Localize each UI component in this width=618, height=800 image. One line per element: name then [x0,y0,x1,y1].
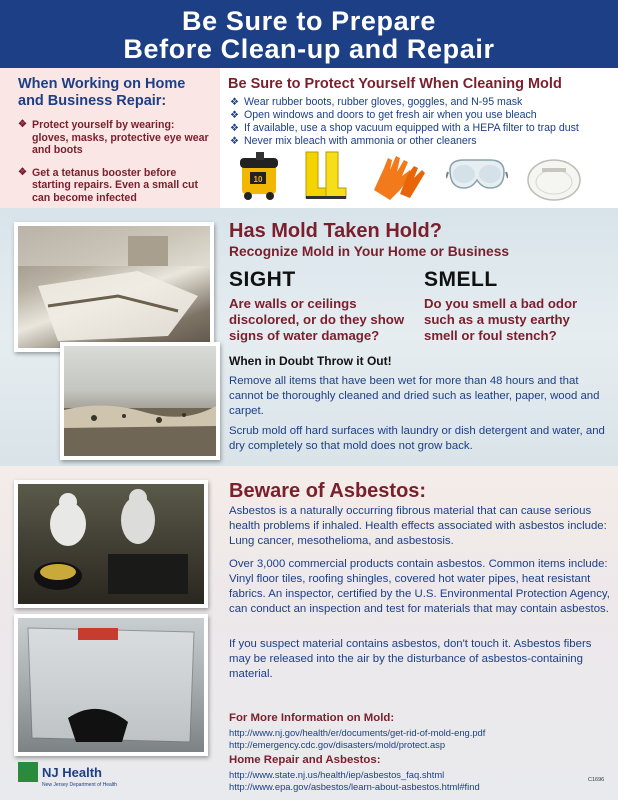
repair-heading: When Working on Home and Business Repair: [18,76,186,109]
diamond-bullet-icon: ❖ [18,166,27,178]
nj-health-logo-icon [18,762,130,788]
smell-title: SMELL [424,268,498,291]
protect-panel [228,76,613,148]
asbestos-paragraph-3: If you suspect material contains asbestos, don't touch it. Asbestos fibers may be released into the air by the disturbance of asbestos-containing material. [229,638,592,680]
n95-mask-icon [524,150,584,202]
asbestos-paragraph-1: Asbestos is a naturally occurring fibrous material that can cause serious health problems if inhaled. Health effects associated with asbestos include: Lung cancer, mesothelioma, and asbestosis. [229,505,607,547]
diamond-bullet-icon: ❖ [230,97,239,108]
diamond-bullet-icon: ❖ [230,136,239,147]
document-code: C1696 [588,777,605,783]
mold-link-1[interactable]: http://www.nj.gov/health/er/documents/get-rid-of-mold-eng.pdf [229,727,486,738]
smell-text: Do you smell a bad odor such as a musty earthy smell or foul stench? [424,296,578,343]
asbestos-paragraph-2: Over 3,000 commercial products contain asbestos. Common items include: Vinyl floor tiles, roofing shingles, covered hot water pipes, heat resistant fabrics. An inspector, certified by the U.S. Environmental Protection Agency, can conduct an inspection and test for materials that may contain asbestos. [229,558,610,615]
title-line-2: Before Clean-up and Repair [123,34,495,64]
protect-heading: Be Sure to Protect Yourself When Cleaning Mold [228,76,562,92]
page-title [0,0,618,63]
sight-title: SIGHT [229,268,296,291]
diamond-bullet-icon: ❖ [230,123,239,134]
rubber-gloves-icon [370,150,428,202]
prepare-section [0,68,618,208]
goggles-icon [446,150,508,202]
damaged-furniture-icon [18,226,210,348]
mold-info-heading: For More Information on Mold: [229,712,395,724]
asbestos-link-2[interactable]: http://www.epa.gov/asbestos/learn-about-asbestos.html#find [229,781,480,792]
protect-bullet-4: ❖ Never mix bleach with ammonia or other cleaners [230,135,477,147]
mold-paragraph-2: Scrub mold off hard surfaces with laundry or dish detergent and water, and dry completely so that mold does not grow back. [229,425,605,452]
sight-text: Are walls or ceilings discolored, or do they show signs of water damage? [229,296,405,343]
repair-bullet-2: ❖ Get a tetanus booster before starting repairs. Even a small cut can become infected [18,166,199,204]
diamond-bullet-icon: ❖ [230,110,239,121]
moldy-wall-icon [64,346,216,456]
asbestos-link-1[interactable]: http://www.state.nj.us/health/iep/asbestos_faq.shtml [229,769,445,780]
mold-section [0,208,618,466]
protect-bullet-3: ❖ If available, use a shop vacuum equipped with a HEPA filter to trap dust [230,122,579,134]
hazmat-workers-icon [18,484,204,604]
repair-panel [0,68,220,208]
asbestos-heading: Beware of Asbestos: [229,480,427,502]
rubber-boots-icon [300,150,348,202]
asbestos-containment-photo [14,614,208,756]
protect-bullet-2: ❖ Open windows and doors to get fresh air when you use bleach [230,109,537,121]
repair-list [18,119,210,204]
diamond-bullet-icon: ❖ [18,119,27,130]
logo-text: NJ Health [42,765,102,780]
mold-damage-photo-1 [14,222,214,352]
repair-bullet-1: ❖ Protect yourself by wearing: gloves, masks, protective eye wear and boots [18,119,209,156]
doubt-heading: When in Doubt Throw it Out! [229,354,392,368]
page-header [0,0,618,68]
nj-health-logo [18,762,130,788]
protect-list [228,96,613,148]
shop-vacuum-icon [236,150,284,202]
asbestos-workers-photo [14,480,208,608]
mold-subheading: Recognize Mold in Your Home or Business [229,244,510,259]
title-line-1: Be Sure to Prepare [182,6,436,36]
logo-subtext: New Jersey Department of Health [42,782,118,788]
asbestos-section [0,466,618,800]
protect-bullet-1: ❖ Wear rubber boots, rubber gloves, goggles, and N-95 mask [230,96,523,108]
mold-link-2[interactable]: http://emergency.cdc.gov/disasters/mold/protect.asp [229,739,446,750]
plastic-sheeting-icon [18,618,204,752]
asbestos-info-heading: Home Repair and Asbestos: [229,754,381,766]
vacuum-label: 10 [253,175,263,184]
mold-heading: Has Mold Taken Hold? [229,220,442,242]
mold-damage-photo-2 [60,342,220,460]
mold-paragraph-1: Remove all items that have been wet for more than 48 hours and that cannot be thoroughly cleaned and dried such as leather, paper, wood and carpet. [229,375,600,417]
